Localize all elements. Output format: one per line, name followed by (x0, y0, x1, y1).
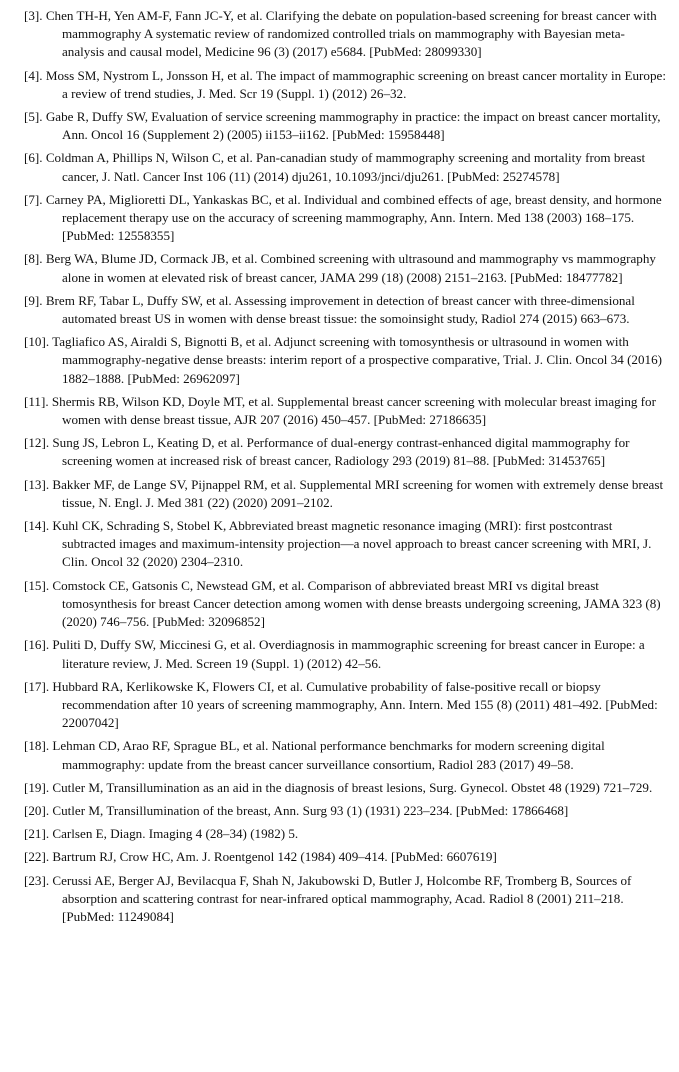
reference-item (24, 250, 667, 286)
reference-item (24, 517, 667, 572)
reference-item (24, 149, 667, 185)
reference-number: [14]. (24, 518, 50, 534)
reference-item (24, 434, 667, 470)
reference-number: [20]. (24, 802, 50, 818)
reference-item (24, 476, 667, 512)
reference-item (24, 678, 667, 733)
reference-item (24, 108, 667, 144)
reference-number: [10]. (24, 334, 50, 350)
reference-item (24, 779, 667, 797)
reference-item (24, 872, 667, 927)
reference-item (24, 737, 667, 773)
reference-item (24, 825, 667, 843)
reference-text: Cutler M, Transillumination as an aid in the diagnosis of breast lesions, Surg. Gynecol. Obstet 48 (1929) 721–729. (52, 779, 653, 795)
reference-item (24, 191, 667, 246)
reference-text: Chen TH-H, Yen AM-F, Fann JC-Y, et al. Clarifying the debate on population-based screening for breast cancer with mammography A systematic review of randomized controlled trials on mammography with Bayesian meta-analysis and causal model, Medicine 96 (3) (2017) e5684. [PubMed: 28099330] (45, 8, 657, 60)
reference-text: Hubbard RA, Kerlikowske K, Flowers CI, et al. Cumulative probability of false-positive recall or biopsy recommendation after 10 years of screening mammography, Ann. Intern. Med 155 (8) (2011) 481–492. [PubMed: 22007042] (52, 678, 658, 731)
reference-text: Brem RF, Tabar L, Duffy SW, et al. Assessing improvement in detection of breast cancer with three-dimensional automated breast US in women with dense breast tissue: the somoinsight study, Radiol 274 (2015) 663–673. (45, 292, 635, 327)
reference-number: [23]. (24, 872, 50, 888)
reference-number: [12]. (24, 435, 50, 451)
reference-number: [15]. (24, 577, 50, 593)
reference-number: [9]. (24, 292, 43, 308)
reference-number: [16]. (24, 637, 50, 653)
reference-text: Carney PA, Miglioretti DL, Yankaskas BC, et al. Individual and combined effects of age, breast density, and hormone replacement therapy use on the accuracy of screening mammography, Ann. Intern. Med 138 (2003) 168–175. [PubMed: 12558355] (45, 191, 662, 244)
reference-text: Cerussi AE, Berger AJ, Bevilacqua F, Shah N, Jakubowski D, Butler J, Holcombe RF, Tromberg B, Sources of absorption and scattering contrast for near-infrared optical mammography, Acad. Radiol 8 (2001) 211–218. [PubMed: 11249084] (52, 872, 632, 924)
reference-number: [7]. (24, 191, 43, 207)
reference-number: [8]. (24, 251, 43, 267)
reference-text: Kuhl CK, Schrading S, Stobel K, Abbreviated breast magnetic resonance imaging (MRI): first postcontrast subtracted images and maximum-intensity projection—a novel approach to breast cancer screening with MRI, J. Clin. Oncol 32 (2020) 2304–2310. (52, 518, 652, 570)
reference-item (24, 7, 667, 62)
reference-item (24, 636, 667, 672)
reference-text: Berg WA, Blume JD, Cormack JB, et al. Combined screening with ultrasound and mammography vs mammography alone in women at elevated risk of breast cancer, JAMA 299 (18) (2008) 2151–2163. [PubMed: 18477782] (45, 251, 656, 285)
reference-number: [17]. (24, 678, 50, 694)
reference-text: Shermis RB, Wilson KD, Doyle MT, et al. Supplemental breast cancer screening with molecular breast imaging for women with dense breast tissue, AJR 207 (2016) 450–457. [PubMed: 27186635] (51, 393, 656, 428)
reference-number: [13]. (24, 476, 50, 492)
reference-number: [3]. (24, 8, 43, 23)
reference-number: [11]. (24, 393, 49, 409)
reference-item (24, 393, 667, 429)
reference-text: Carlsen E, Diagn. Imaging 4 (28–34) (1982) 5. (52, 826, 299, 842)
reference-text: Coldman A, Phillips N, Wilson C, et al. Pan-canadian study of mammography screening and mortality from breast cancer, J. Natl. Cancer Inst 106 (11) (2014) dju261, 10.1093/jnci/dju261. [PubMed: 25274578] (45, 150, 646, 184)
reference-text: Moss SM, Nystrom L, Jonsson H, et al. The impact of mammographic screening on breast cancer mortality in Europe: a review of trend studies, J. Med. Scr 19 (Suppl. 1) (2012) 26–32. (45, 67, 666, 101)
reference-item (24, 802, 667, 820)
reference-text: Puliti D, Duffy SW, Miccinesi G, et al. Overdiagnosis in mammographic screening for breast cancer in Europe: a literature review, J. Med. Screen 19 (Suppl. 1) (2012) 42–56. (52, 637, 645, 671)
reference-number: [22]. (24, 849, 50, 865)
reference-text: Gabe R, Duffy SW, Evaluation of service screening mammography in practice: the impact on breast cancer mortality, Ann. Oncol 16 (Supplement 2) (2005) ii153–ii162. [PubMed: 15958448] (45, 109, 661, 143)
reference-number: [18]. (24, 738, 50, 754)
reference-item (24, 292, 667, 328)
reference-text: Bartrum RJ, Crow HC, Am. J. Roentgenol 142 (1984) 409–414. [PubMed: 6607619] (52, 849, 497, 865)
reference-number: [19]. (24, 779, 50, 795)
reference-number: [6]. (24, 150, 43, 166)
reference-item (24, 67, 667, 103)
reference-text: Lehman CD, Arao RF, Sprague BL, et al. National performance benchmarks for modern screening digital mammography: update from the breast cancer surveillance consortium, Radiol 283 (2017) 49–58. (52, 738, 605, 772)
reference-text: Cutler M, Transillumination of the breast, Ann. Surg 93 (1) (1931) 223–234. [PubMed: 17866468] (52, 802, 569, 818)
reference-text: Tagliafico AS, Airaldi S, Bignotti B, et al. Adjunct screening with tomosynthesis or ultrasound in women with mammography-negative dense breasts: interim report of a prospective comparative, Trial. J. Clin. Oncol 34 (2016) 1882–1888. [PubMed: 26962097] (52, 334, 662, 386)
reference-text: Bakker MF, de Lange SV, Pijnappel RM, et al. Supplemental MRI screening for women with extremely dense breast tissue, N. Engl. J. Med 381 (22) (2020) 2091–2102. (52, 476, 664, 510)
reference-number: [21]. (24, 826, 50, 842)
reference-item (24, 848, 667, 866)
reference-text: Comstock CE, Gatsonis C, Newstead GM, et al. Comparison of abbreviated breast MRI vs digital breast tomosynthesis for breast Cancer detection among women with dense breasts undergoing screening, JAMA 323 (8) (2020) 746–756. [PubMed: 32096852] (52, 577, 661, 630)
reference-item (24, 333, 667, 388)
reference-number: [4]. (24, 67, 43, 83)
reference-number: [5]. (24, 109, 43, 125)
reference-item (24, 577, 667, 632)
reference-text: Sung JS, Lebron L, Keating D, et al. Performance of dual-energy contrast-enhanced digital mammography for screening women at increased risk of breast cancer, Radiology 293 (2019) 81–88. [PubMed: 31453765] (52, 435, 630, 469)
